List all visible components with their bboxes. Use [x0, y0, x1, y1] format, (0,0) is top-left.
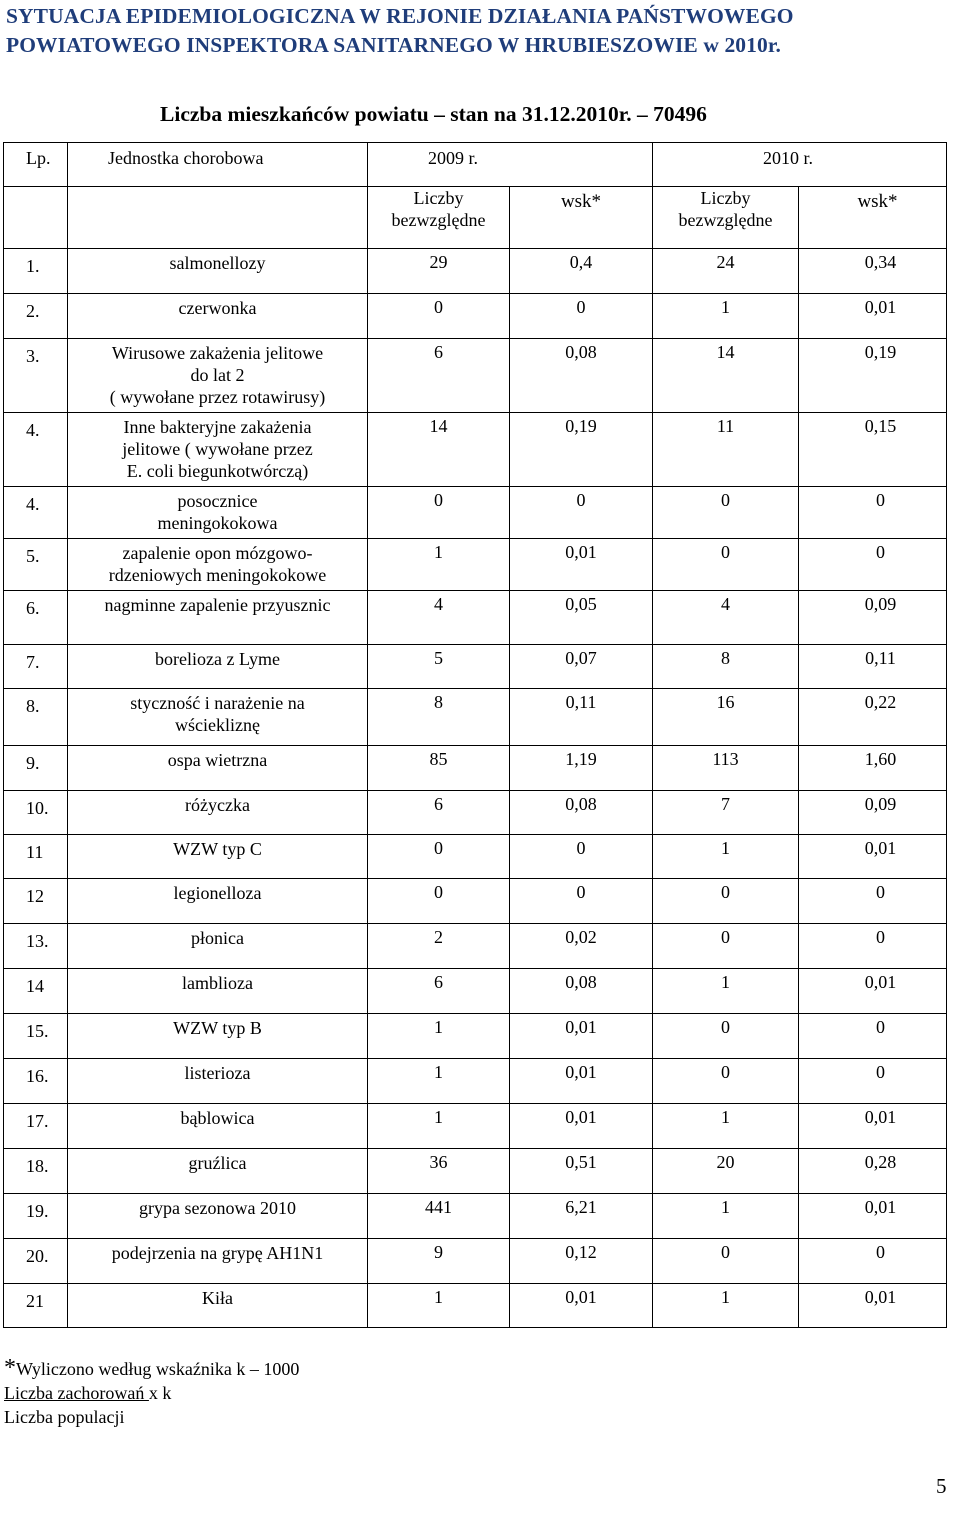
- page-number: 5: [936, 1474, 947, 1498]
- footnote-line-1: Wyliczono według wskaźnika k – 1000: [16, 1359, 300, 1379]
- table-row: [4, 1014, 947, 1059]
- row-disease-name: nagminne zapalenie przyusznic: [68, 591, 368, 645]
- row-abs-2010: 0: [653, 924, 799, 969]
- row-abs-2009: 9: [368, 1239, 510, 1284]
- row-abs-2010: 1: [653, 294, 799, 339]
- row-abs-2010: 0: [653, 1059, 799, 1104]
- row-lp: 3.: [4, 339, 68, 413]
- row-abs-2009: 1: [368, 1014, 510, 1059]
- row-disease-name: lamblioza: [68, 969, 368, 1014]
- row-abs-2010: 16: [653, 689, 799, 746]
- row-disease-name: styczność i narażenie na wściekliznę: [68, 689, 368, 746]
- row-abs-2010: 1: [653, 969, 799, 1014]
- row-wsk-2009: 0,08: [510, 791, 653, 835]
- row-wsk-2009: 0,4: [510, 249, 653, 294]
- row-wsk-2010: 0: [799, 1059, 947, 1104]
- row-wsk-2010: 0,01: [799, 835, 947, 879]
- subheader-abs-2010: Liczby bezwzględne: [653, 187, 799, 249]
- row-abs-2009: 6: [368, 791, 510, 835]
- row-lp: 4.: [4, 487, 68, 539]
- row-disease-name: Wirusowe zakażenia jelitowe do lat 2 ( wywołane przez rotawirusy): [68, 339, 368, 413]
- row-wsk-2009: 0,08: [510, 339, 653, 413]
- row-abs-2009: 2: [368, 924, 510, 969]
- row-abs-2009: 85: [368, 746, 510, 791]
- row-abs-2010: 4: [653, 591, 799, 645]
- row-wsk-2009: 0,01: [510, 1059, 653, 1104]
- row-wsk-2010: 0: [799, 487, 947, 539]
- row-wsk-2010: 0,09: [799, 591, 947, 645]
- row-abs-2010: 7: [653, 791, 799, 835]
- row-abs-2010: 113: [653, 746, 799, 791]
- row-wsk-2009: 0,01: [510, 1014, 653, 1059]
- row-wsk-2009: 0: [510, 879, 653, 924]
- subheader-abs-2009: Liczby bezwzględne: [368, 187, 510, 249]
- row-disease-name: bąblowica: [68, 1104, 368, 1149]
- row-wsk-2010: 0,11: [799, 645, 947, 689]
- row-abs-2010: 1: [653, 1284, 799, 1328]
- table-row: [4, 924, 947, 969]
- row-abs-2009: 29: [368, 249, 510, 294]
- row-disease-name: czerwonka: [68, 294, 368, 339]
- row-disease-name: salmonellozy: [68, 249, 368, 294]
- row-wsk-2009: 0,02: [510, 924, 653, 969]
- row-disease-name: gruźlica: [68, 1149, 368, 1194]
- row-lp: 19.: [4, 1194, 68, 1239]
- row-disease-name: WZW typ C: [68, 835, 368, 879]
- row-abs-2009: 0: [368, 879, 510, 924]
- table-row: [4, 591, 947, 645]
- table-row: [4, 1284, 947, 1328]
- row-abs-2009: 6: [368, 969, 510, 1014]
- document-title: [6, 2, 956, 60]
- row-abs-2009: 1: [368, 1059, 510, 1104]
- row-abs-2010: 24: [653, 249, 799, 294]
- row-wsk-2009: 0,01: [510, 1104, 653, 1149]
- row-lp: 18.: [4, 1149, 68, 1194]
- row-abs-2010: 8: [653, 645, 799, 689]
- row-lp: 4.: [4, 413, 68, 487]
- row-abs-2010: 0: [653, 539, 799, 591]
- header-row: [4, 143, 947, 187]
- table-row: [4, 835, 947, 879]
- table-row: [4, 1149, 947, 1194]
- row-wsk-2009: 0: [510, 835, 653, 879]
- row-abs-2009: 1: [368, 539, 510, 591]
- row-wsk-2010: 0: [799, 1239, 947, 1284]
- row-wsk-2010: 0: [799, 1014, 947, 1059]
- table-row: [4, 689, 947, 746]
- table-row: [4, 294, 947, 339]
- row-abs-2009: 6: [368, 339, 510, 413]
- row-wsk-2010: 0,01: [799, 1104, 947, 1149]
- row-wsk-2010: 0,19: [799, 339, 947, 413]
- row-lp: 17.: [4, 1104, 68, 1149]
- header-lp: Lp.: [4, 143, 68, 187]
- row-abs-2010: 11: [653, 413, 799, 487]
- row-abs-2010: 20: [653, 1149, 799, 1194]
- row-wsk-2010: 0: [799, 924, 947, 969]
- subheader-row: [4, 187, 947, 249]
- row-wsk-2009: 0,19: [510, 413, 653, 487]
- row-disease-name: płonica: [68, 924, 368, 969]
- row-lp: 15.: [4, 1014, 68, 1059]
- row-wsk-2009: 0,07: [510, 645, 653, 689]
- footnote-multiplier: x k: [148, 1383, 172, 1403]
- row-disease-name: Kiła: [68, 1284, 368, 1328]
- row-lp: 12: [4, 879, 68, 924]
- header-unit: Jednostka chorobowa: [68, 143, 368, 187]
- population-subtitle: Liczba mieszkańców powiatu – stan na 31.12.2010r. – 70496: [160, 102, 707, 126]
- row-lp: 6.: [4, 591, 68, 645]
- row-abs-2010: 0: [653, 879, 799, 924]
- footnote-denominator: Liczba populacji: [4, 1407, 125, 1427]
- row-wsk-2010: 0,34: [799, 249, 947, 294]
- row-wsk-2009: 6,21: [510, 1194, 653, 1239]
- row-wsk-2009: 0,01: [510, 1284, 653, 1328]
- row-abs-2010: 1: [653, 1194, 799, 1239]
- row-wsk-2010: 0: [799, 879, 947, 924]
- row-lp: 11: [4, 835, 68, 879]
- table-row: [4, 969, 947, 1014]
- row-lp: 10.: [4, 791, 68, 835]
- row-wsk-2010: 0,22: [799, 689, 947, 746]
- row-wsk-2010: 0,15: [799, 413, 947, 487]
- row-wsk-2009: 0,12: [510, 1239, 653, 1284]
- row-abs-2010: 0: [653, 1239, 799, 1284]
- title-line-2: POWIATOWEGO INSPEKTORA SANITARNEGO W HRUBIESZOWIE w 2010r.: [6, 33, 781, 57]
- row-wsk-2009: 0: [510, 294, 653, 339]
- row-disease-name: borelioza z Lyme: [68, 645, 368, 689]
- title-line-1: SYTUACJA EPIDEMIOLOGICZNA W REJONIE DZIAŁANIA PAŃSTWOWEGO: [6, 4, 794, 28]
- row-disease-name: WZW typ B: [68, 1014, 368, 1059]
- row-wsk-2010: 0,28: [799, 1149, 947, 1194]
- row-wsk-2009: 0,01: [510, 539, 653, 591]
- footnote: *Wyliczono według wskaźnika k – 1000 Liczba zachorowań x k Liczba populacji: [4, 1355, 300, 1427]
- table-row: [4, 645, 947, 689]
- row-abs-2009: 5: [368, 645, 510, 689]
- row-wsk-2010: 0,01: [799, 1194, 947, 1239]
- row-disease-name: listerioza: [68, 1059, 368, 1104]
- header-2009: 2009 r.: [368, 143, 653, 187]
- row-wsk-2009: 0: [510, 487, 653, 539]
- row-wsk-2010: 0,01: [799, 969, 947, 1014]
- row-abs-2010: 14: [653, 339, 799, 413]
- table-row: [4, 879, 947, 924]
- row-wsk-2010: 0,01: [799, 294, 947, 339]
- row-lp: 5.: [4, 539, 68, 591]
- row-abs-2009: 4: [368, 591, 510, 645]
- row-abs-2010: 0: [653, 1014, 799, 1059]
- row-disease-name: posocznice meningokokowa: [68, 487, 368, 539]
- row-lp: 13.: [4, 924, 68, 969]
- table-row: [4, 1059, 947, 1104]
- row-disease-name: Inne bakteryjne zakażenia jelitowe ( wywołane przez E. coli biegunkotwórczą): [68, 413, 368, 487]
- row-abs-2009: 1: [368, 1104, 510, 1149]
- row-abs-2009: 14: [368, 413, 510, 487]
- row-abs-2009: 1: [368, 1284, 510, 1328]
- row-abs-2009: 441: [368, 1194, 510, 1239]
- subheader-wsk-2009: wsk*: [510, 187, 653, 249]
- row-wsk-2009: 1,19: [510, 746, 653, 791]
- row-wsk-2010: 0,01: [799, 1284, 947, 1328]
- row-wsk-2009: 0,11: [510, 689, 653, 746]
- row-lp: 7.: [4, 645, 68, 689]
- row-abs-2010: 1: [653, 1104, 799, 1149]
- row-abs-2010: 1: [653, 835, 799, 879]
- row-wsk-2009: 0,05: [510, 591, 653, 645]
- header-2010: 2010 r.: [653, 143, 947, 187]
- table-row: [4, 487, 947, 539]
- subheader-wsk-2010: wsk*: [799, 187, 947, 249]
- row-abs-2009: 0: [368, 487, 510, 539]
- row-abs-2009: 0: [368, 835, 510, 879]
- table-row: [4, 746, 947, 791]
- row-abs-2009: 8: [368, 689, 510, 746]
- epidemiology-table: [3, 142, 947, 1328]
- row-abs-2009: 0: [368, 294, 510, 339]
- row-abs-2009: 36: [368, 1149, 510, 1194]
- row-lp: 1.: [4, 249, 68, 294]
- row-wsk-2010: 1,60: [799, 746, 947, 791]
- row-disease-name: podejrzenia na grypę AH1N1: [68, 1239, 368, 1284]
- row-disease-name: legionelloza: [68, 879, 368, 924]
- row-lp: 20.: [4, 1239, 68, 1284]
- row-wsk-2009: 0,08: [510, 969, 653, 1014]
- footnote-numerator: Liczba zachorowań: [4, 1383, 149, 1403]
- row-abs-2010: 0: [653, 487, 799, 539]
- table-row: [4, 1239, 947, 1284]
- row-disease-name: zapalenie opon mózgowo- rdzeniowych meningokokowe: [68, 539, 368, 591]
- table-row: [4, 791, 947, 835]
- table-row: [4, 249, 947, 294]
- row-lp: 9.: [4, 746, 68, 791]
- row-lp: 14: [4, 969, 68, 1014]
- table-row: [4, 339, 947, 413]
- row-disease-name: różyczka: [68, 791, 368, 835]
- table-row: [4, 413, 947, 487]
- table-row: [4, 1104, 947, 1149]
- row-lp: 8.: [4, 689, 68, 746]
- row-lp: 16.: [4, 1059, 68, 1104]
- row-disease-name: grypa sezonowa 2010: [68, 1194, 368, 1239]
- row-lp: 21: [4, 1284, 68, 1328]
- table-row: [4, 1194, 947, 1239]
- row-lp: 2.: [4, 294, 68, 339]
- row-disease-name: ospa wietrzna: [68, 746, 368, 791]
- row-wsk-2010: 0,09: [799, 791, 947, 835]
- row-wsk-2010: 0: [799, 539, 947, 591]
- table-row: [4, 539, 947, 591]
- row-wsk-2009: 0,51: [510, 1149, 653, 1194]
